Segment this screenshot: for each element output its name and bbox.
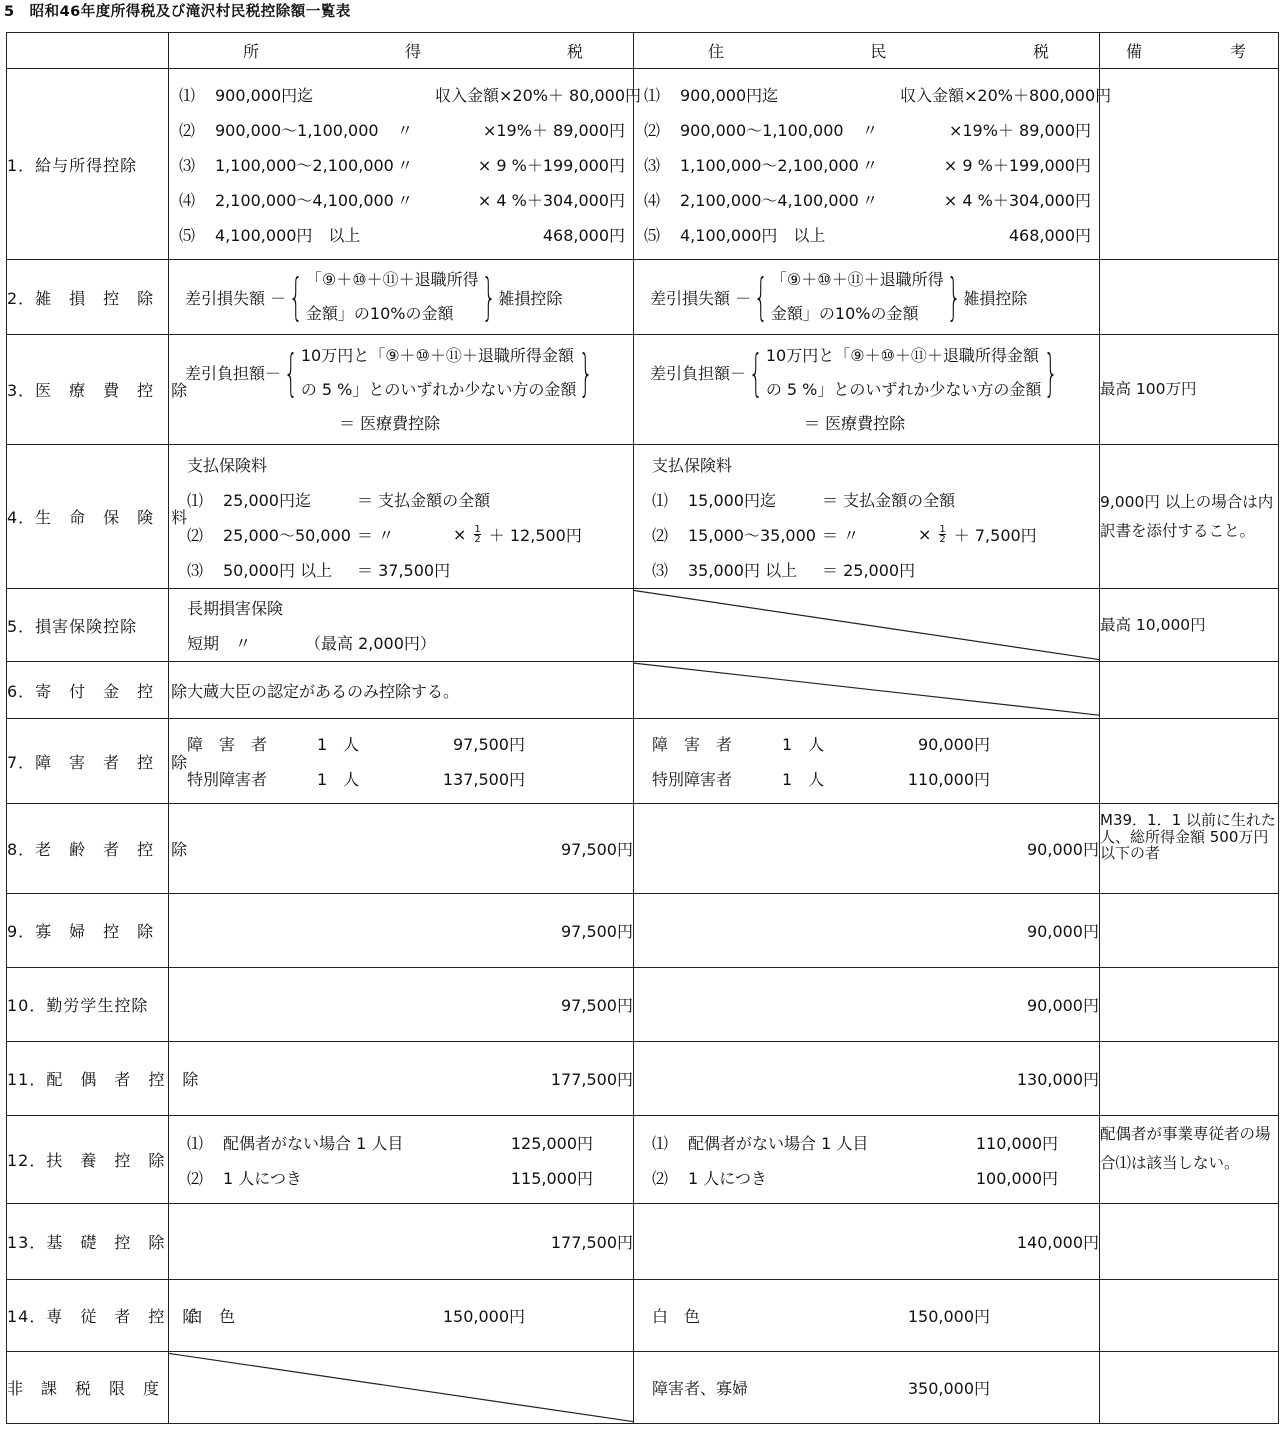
remark-cell: 9,000円 以上の場合は内訳書を添付すること。	[1100, 445, 1279, 589]
table-row	[7, 1116, 1279, 1204]
income-tax-cell: 大蔵大臣の認定があるのみ控除する。	[169, 662, 634, 719]
table-header-row	[7, 33, 1279, 69]
remark-cell	[1100, 1042, 1279, 1116]
table-row	[7, 1204, 1279, 1280]
resident-tax-cell: 90,000円	[634, 804, 1100, 894]
income-tax-cell: 支払保険料 ⑴ 25,000円迄 ＝ 支払金額の全額 ⑵ 25,000～50,000 ＝ 〃 × $\frac{1}{2}$ ＋ 12,500円 ⑶ 50,000円 以上 ＝ 37,500円	[169, 445, 634, 589]
resident-tax-cell: 障 害 者 1 人 90,000円 特別障害者 1 人 110,000円	[634, 719, 1100, 804]
income-tax-cell: 97,500円	[169, 804, 634, 894]
resident-tax-cell: 90,000円	[634, 894, 1100, 968]
income-tax-cell-empty	[169, 1352, 634, 1424]
remark-cell	[1100, 968, 1279, 1042]
diagonal-strike	[169, 1352, 633, 1423]
remark-cell	[1100, 1204, 1279, 1280]
one-half-fraction: $\frac{1}{2}$	[939, 523, 946, 545]
resident-tax-cell: 差引負担額－ { 10万円と「⑨＋⑩＋⑪＋退職所得金額 の 5 %」とのいずれか少ない方の金額 } ＝ 医療費控除	[634, 335, 1100, 445]
resident-tax-cell-empty	[634, 662, 1100, 719]
row-label: 1．給与所得控除	[7, 69, 169, 260]
income-tax-cell: 差引負担額－ { 10万円と「⑨＋⑩＋⑪＋退職所得金額 の 5 %」とのいずれか少ない方の金額 } ＝ 医療費控除	[169, 335, 634, 445]
table-row	[7, 968, 1279, 1042]
resident-tax-cell: 白 色 150,000円	[634, 1280, 1100, 1352]
page-title: 5 昭和46年度所得税及び滝沢村民税控除額一覧表	[4, 4, 351, 20]
remark-cell	[1100, 69, 1279, 260]
income-tax-cell: 177,500円	[169, 1204, 634, 1280]
resident-tax-cell	[634, 69, 1112, 260]
row-label: 非 課 税 限 度	[7, 1352, 169, 1424]
header-remarks: 備 考	[1100, 33, 1279, 69]
table-row	[7, 260, 1279, 335]
header-resident-tax: 住 民 税	[634, 33, 1100, 69]
income-tax-cell: ⑴ 配偶者がない場合 1 人目 125,000円 ⑵ 1 人につき 115,000円	[169, 1116, 634, 1204]
table-row	[7, 69, 1279, 260]
table-row	[7, 445, 1279, 589]
income-tax-cell: 差引損失額 － { 「⑨＋⑩＋⑪＋退職所得 金額」の10%の金額 } 雑損控除	[169, 260, 634, 335]
remark-cell: 最高 10,000円	[1100, 589, 1279, 662]
resident-tax-cell: 130,000円	[634, 1042, 1100, 1116]
resident-tax-cell: 90,000円	[634, 968, 1100, 1042]
income-tax-cell	[169, 69, 642, 260]
table-row	[7, 335, 1279, 445]
table-row	[7, 662, 1279, 719]
header-label-cell	[7, 33, 169, 69]
formula-line: ⑸ 4,100,000円 以上 468,000円	[644, 225, 1091, 245]
formula-line: ⑶ 1,100,000～2,100,000 〃 × 9 %＋199,000円	[179, 155, 625, 175]
diagonal-strike	[634, 589, 1099, 661]
table-row	[7, 719, 1279, 804]
resident-tax-cell: 障害者、寡婦 350,000円	[634, 1352, 1100, 1424]
row-label: 11．配 偶 者 控 除	[7, 1042, 169, 1116]
income-tax-cell: 障 害 者 1 人 97,500円 特別障害者 1 人 137,500円	[169, 719, 634, 804]
remark-cell: 最高 100万円	[1100, 335, 1279, 445]
formula-line: ⑷ 2,100,000～4,100,000 〃 × 4 %＋304,000円	[179, 190, 625, 210]
formula-line: ⑷ 2,100,000～4,100,000 〃 × 4 %＋304,000円	[644, 190, 1091, 210]
table-row	[7, 1280, 1279, 1352]
row-label: 4．生 命 保 険 料	[7, 445, 169, 589]
row-label: 12．扶 養 控 除	[7, 1116, 169, 1204]
remark-cell	[1100, 894, 1279, 968]
table-row	[7, 804, 1279, 894]
row-label: 7．障 害 者 控 除	[7, 719, 169, 804]
diagonal-strike	[634, 662, 1099, 718]
table-row	[7, 1042, 1279, 1116]
resident-tax-cell: 支払保険料 ⑴ 15,000円迄 ＝ 支払金額の全額 ⑵ 15,000～35,000 ＝ 〃 × $\frac{1}{2}$ ＋ 7,500円 ⑶ 35,000円 以上 ＝ 25,000円	[634, 445, 1100, 589]
resident-tax-cell: 差引損失額 － { 「⑨＋⑩＋⑪＋退職所得 金額」の10%の金額 } 雑損控除	[634, 260, 1100, 335]
income-tax-cell: 白 色 150,000円	[169, 1280, 634, 1352]
income-tax-cell: 97,500円	[169, 968, 634, 1042]
remark-cell	[1100, 662, 1279, 719]
table-row	[7, 1352, 1279, 1424]
row-label: 2．雑 損 控 除	[7, 260, 169, 335]
row-label: 3．医 療 費 控 除	[7, 335, 169, 445]
one-half-fraction: $\frac{1}{2}$	[474, 523, 481, 545]
row-label: 8．老 齢 者 控 除	[7, 804, 169, 894]
row-label: 13．基 礎 控 除	[7, 1204, 169, 1280]
remark-cell	[1100, 1280, 1279, 1352]
income-tax-cell: 177,500円	[169, 1042, 634, 1116]
remark-cell: M39．1．1 以前に生れた人、総所得金額 500万円以下の者	[1100, 804, 1279, 894]
row-label: 6．寄 付 金 控 除	[7, 662, 169, 719]
income-tax-cell: 長期損害保険 短期 〃 （最高 2,000円）	[169, 589, 634, 662]
formula-line: ⑸ 4,100,000円 以上 468,000円	[179, 225, 625, 245]
income-tax-cell: 97,500円	[169, 894, 634, 968]
remark-cell: 配偶者が事業専従者の場合⑴は該当しない。	[1100, 1116, 1279, 1204]
row-label: 10．勤労学生控除	[7, 968, 169, 1042]
resident-tax-cell: ⑴ 配偶者がない場合 1 人目 110,000円 ⑵ 1 人につき 100,000円	[634, 1116, 1100, 1204]
deduction-table	[6, 32, 1279, 1424]
row-label: 9．寡 婦 控 除	[7, 894, 169, 968]
remark-cell	[1100, 719, 1279, 804]
formula-line: ⑴ 900,000円迄 収入金額×20%＋800,000円	[644, 85, 1112, 105]
header-income-tax: 所 得 税	[169, 33, 634, 69]
table-row	[7, 589, 1279, 662]
formula-line: ⑴ 900,000円迄 収入金額×20%＋ 80,000円	[179, 85, 642, 105]
row-label: 14．専 従 者 控 除	[7, 1280, 169, 1352]
formula-line: ⑶ 1,100,000～2,100,000 〃 × 9 %＋199,000円	[644, 155, 1091, 175]
formula-line: ⑵ 900,000～1,100,000 〃 ×19%＋ 89,000円	[179, 120, 625, 140]
remark-cell	[1100, 260, 1279, 335]
formula-line: ⑵ 900,000～1,100,000 〃 ×19%＋ 89,000円	[644, 120, 1091, 140]
resident-tax-cell-empty	[634, 589, 1100, 662]
row-label: 5．損害保険控除	[7, 589, 169, 662]
resident-tax-cell: 140,000円	[634, 1204, 1100, 1280]
table-row	[7, 894, 1279, 968]
remark-cell	[1100, 1352, 1279, 1424]
